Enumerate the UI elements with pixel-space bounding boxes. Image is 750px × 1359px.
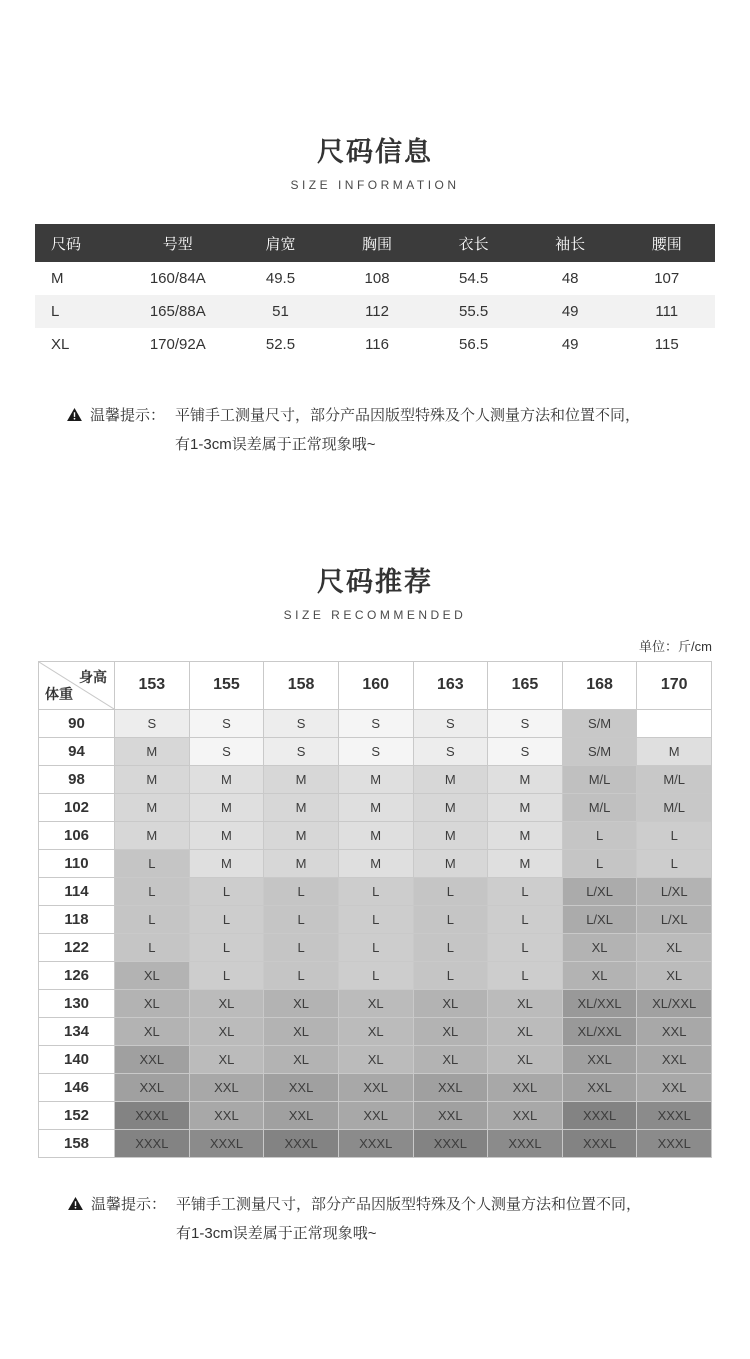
size-recommend-cell: XXXL <box>115 1101 190 1129</box>
info-table-cell: 48 <box>561 270 579 287</box>
size-recommend-cell: XXL <box>413 1073 488 1101</box>
size-recommend-cell: S/M <box>562 737 637 765</box>
size-recommend-cell: M/L <box>637 793 712 821</box>
size-recommend-cell: XL <box>189 1045 264 1073</box>
size-recommend-cell: S <box>264 737 339 765</box>
info-table-cell: 52.5 <box>265 336 296 353</box>
info-table-cell: 54.5 <box>458 270 489 287</box>
recommend-table-row <box>39 821 712 849</box>
info-table-cell: 56.5 <box>458 336 489 353</box>
info-table-cell: M <box>51 270 64 287</box>
size-recommend-cell: XL <box>413 1045 488 1073</box>
size-recommend-cell: L <box>413 905 488 933</box>
recommend-table-row <box>39 1045 712 1073</box>
weight-row-header: 118 <box>39 905 115 933</box>
size-recommend-cell: XL <box>115 1017 190 1045</box>
size-recommend-cell: S <box>115 709 190 737</box>
info-table-cell: 108 <box>364 270 390 287</box>
size-recommend-cell: S <box>338 709 413 737</box>
size-recommend-cell: L <box>338 961 413 989</box>
size-recommend-cell: XXXL <box>562 1129 637 1157</box>
weight-row-header: 152 <box>39 1101 115 1129</box>
size-recommend-cell: XXXL <box>637 1101 712 1129</box>
size-recommend-cell: L <box>413 933 488 961</box>
size-recommend-cell: M <box>413 849 488 877</box>
size-recommend-cell: L/XL <box>562 877 637 905</box>
info-column-header: 腰围 <box>618 224 715 262</box>
size-recommend-cell: S/M <box>562 709 637 737</box>
corner-height-label: 身高 <box>79 668 107 685</box>
info-table-row <box>35 328 715 361</box>
size-recommend-cell: M <box>264 821 339 849</box>
size-recommend-cell: XL <box>264 1045 339 1073</box>
size-info-title: 尺码信息 <box>317 137 433 167</box>
size-recommend-cell: XXL <box>189 1101 264 1129</box>
recommend-table-row <box>39 877 712 905</box>
size-recommend-cell: M <box>338 793 413 821</box>
size-recommend-cell: S <box>413 709 488 737</box>
size-recommend-cell: M/L <box>562 765 637 793</box>
size-recommend-cell: M <box>264 765 339 793</box>
weight-row-header: 114 <box>39 877 115 905</box>
info-table-cell: 111 <box>655 303 679 320</box>
weight-row-header: 146 <box>39 1073 115 1101</box>
notice-line1: 平铺手工测量尺寸，部分产品因版型特殊及个人测量方法和位置不同， <box>176 1195 642 1213</box>
size-recommend-cell: L <box>562 849 637 877</box>
height-column-header: 165 <box>488 661 563 709</box>
size-recommend-cell: M <box>338 849 413 877</box>
size-recommend-cell: XXL <box>413 1101 488 1129</box>
size-recommend-cell: M <box>413 821 488 849</box>
weight-row-header: 98 <box>39 765 115 793</box>
size-recommend-cell: XXL <box>115 1045 190 1073</box>
size-recommend-cell: XXL <box>338 1101 413 1129</box>
size-recommend-cell: XL <box>562 961 637 989</box>
recommend-table-row <box>39 905 712 933</box>
size-recommend-cell: S <box>488 737 563 765</box>
size-recommend-cell: L <box>488 905 563 933</box>
size-recommend-cell: L <box>413 961 488 989</box>
recommend-table-row <box>39 933 712 961</box>
size-recommend-cell: S <box>189 709 264 737</box>
size-recommend-cell: XXL <box>562 1073 637 1101</box>
size-recommend-cell: L <box>264 961 339 989</box>
height-column-header: 158 <box>264 661 339 709</box>
size-recommend-cell: XL <box>488 1045 563 1073</box>
size-recommend-cell: S <box>488 709 563 737</box>
size-recommend-cell: M <box>413 765 488 793</box>
recommend-table-row <box>39 1129 712 1157</box>
size-recommend-cell: XXL <box>562 1045 637 1073</box>
size-recommend-cell: XL <box>264 989 339 1017</box>
recommend-table-row <box>39 1101 712 1129</box>
size-recommend-cell: XL <box>115 989 190 1017</box>
size-recommend-cell: L <box>562 821 637 849</box>
size-recommend-cell: XXL <box>189 1073 264 1101</box>
warning-icon <box>67 408 82 421</box>
info-column-header: 尺码 <box>35 224 123 262</box>
size-recommend-cell: L <box>189 905 264 933</box>
size-recommend-cell: M <box>189 765 264 793</box>
info-table-cell: 49 <box>561 336 579 353</box>
size-recommend-cell: XL <box>115 961 190 989</box>
size-recommend-cell: XL/XXL <box>562 1017 637 1045</box>
info-column-header: 肩宽 <box>232 224 329 262</box>
size-recommend-cell: XXL <box>488 1073 563 1101</box>
size-recommend-cell: XXL <box>264 1073 339 1101</box>
size-recommend-title: 尺码推荐 <box>317 566 433 597</box>
warning-icon <box>68 1197 83 1210</box>
size-recommend-cell: XL <box>189 989 264 1017</box>
size-recommend-subtitle: SIZE RECOMMENDED <box>283 607 467 622</box>
size-recommend-table-body <box>39 709 712 1157</box>
notice-label: 温馨提示： <box>91 1195 167 1213</box>
size-recommend-cell: S <box>338 737 413 765</box>
unit-label: 单位：斤/cm <box>639 638 712 654</box>
size-recommend-cell: L/XL <box>637 905 712 933</box>
size-recommend-cell: L <box>115 849 190 877</box>
size-recommend-cell: L <box>338 905 413 933</box>
size-recommend-table <box>38 661 712 1158</box>
size-recommend-cell: XXL <box>637 1017 712 1045</box>
info-table-cell: 112 <box>365 303 389 320</box>
size-recommend-cell: XXL <box>338 1073 413 1101</box>
weight-row-header: 110 <box>39 849 115 877</box>
size-recommend-cell: XXL <box>115 1073 190 1101</box>
info-table-cell: 49 <box>561 303 579 320</box>
weight-row-header: 130 <box>39 989 115 1017</box>
recommend-table-row <box>39 1073 712 1101</box>
info-table-cell: 160/84A <box>149 270 206 287</box>
info-table-cell: 55.5 <box>458 303 489 320</box>
info-column-header: 号型 <box>123 224 232 262</box>
size-recommend-cell: XXL <box>488 1101 563 1129</box>
recommend-table-row <box>39 709 712 737</box>
size-recommend-cell: XXXL <box>562 1101 637 1129</box>
size-recommend-cell: L/XL <box>637 877 712 905</box>
size-recommend-cell: XXXL <box>488 1129 563 1157</box>
size-recommend-cell: L <box>637 821 712 849</box>
size-recommend-cell: XL <box>413 989 488 1017</box>
size-info-subtitle: SIZE INFORMATION <box>290 178 460 192</box>
notice-line2: 有1-3cm误差属于正常现象哦~ <box>176 1224 377 1242</box>
size-recommend-cell: XXXL <box>413 1129 488 1157</box>
size-recommend-cell: XXXL <box>189 1129 264 1157</box>
recommend-table-row <box>39 1017 712 1045</box>
size-recommend-cell: S <box>189 737 264 765</box>
size-recommend-cell: L <box>189 933 264 961</box>
size-recommend-cell: XXL <box>637 1045 712 1073</box>
size-recommend-table-head <box>39 661 712 709</box>
size-info-section <box>0 0 750 460</box>
size-recommend-cell: M <box>488 793 563 821</box>
weight-row-header: 126 <box>39 961 115 989</box>
size-recommend-cell: M <box>338 821 413 849</box>
info-table-cell: 115 <box>654 336 679 353</box>
size-info-table-head <box>35 224 715 262</box>
info-column-header: 袖长 <box>522 224 619 262</box>
size-recommend-cell: XL <box>338 1017 413 1045</box>
size-recommend-cell: M <box>115 765 190 793</box>
info-column-header: 胸围 <box>329 224 426 262</box>
size-recommend-cell: L <box>264 877 339 905</box>
measure-notice-bottom <box>38 1190 712 1249</box>
measure-notice <box>35 401 715 460</box>
size-recommend-cell: M <box>115 793 190 821</box>
recommend-table-row <box>39 793 712 821</box>
size-recommend-cell: XL <box>637 933 712 961</box>
size-recommend-cell: XL <box>338 989 413 1017</box>
size-recommend-cell: L <box>413 877 488 905</box>
size-recommend-cell: M <box>338 765 413 793</box>
size-recommend-cell: M <box>189 821 264 849</box>
weight-row-header: 102 <box>39 793 115 821</box>
notice-text <box>176 1190 712 1249</box>
size-recommend-cell: XL <box>338 1045 413 1073</box>
size-recommend-cell: XL <box>189 1017 264 1045</box>
size-recommend-cell: M <box>189 793 264 821</box>
size-recommend-cell: XL <box>637 961 712 989</box>
size-info-table-body <box>35 262 715 361</box>
height-column-header: 153 <box>115 661 190 709</box>
corner-weight-label: 体重 <box>45 685 73 702</box>
weight-row-header: 134 <box>39 1017 115 1045</box>
size-recommend-cell: XL <box>413 1017 488 1045</box>
size-recommend-cell: XL <box>264 1017 339 1045</box>
weight-row-header: 140 <box>39 1045 115 1073</box>
size-recommend-cell: M/L <box>562 793 637 821</box>
size-recommend-cell: L <box>488 933 563 961</box>
size-recommend-cell: XL <box>562 933 637 961</box>
weight-row-header: 94 <box>39 737 115 765</box>
size-recommend-cell: XL/XXL <box>562 989 637 1017</box>
size-recommend-cell: XL <box>488 989 563 1017</box>
size-info-header-row <box>35 224 715 262</box>
recommend-table-row <box>39 989 712 1017</box>
size-recommend-cell: L <box>115 933 190 961</box>
height-column-header: 160 <box>338 661 413 709</box>
info-table-cell: 107 <box>654 270 680 287</box>
recommend-table-row <box>39 737 712 765</box>
size-recommend-cell: M <box>115 821 190 849</box>
height-column-header: 168 <box>562 661 637 709</box>
info-table-cell: 116 <box>365 336 389 353</box>
info-table-cell: L <box>51 303 60 320</box>
recommend-table-row <box>39 765 712 793</box>
size-recommend-cell: L <box>637 849 712 877</box>
size-recommend-cell: XXL <box>637 1073 712 1101</box>
size-recommend-cell: M <box>264 793 339 821</box>
notice-line1: 平铺手工测量尺寸，部分产品因版型特殊及个人测量方法和位置不同， <box>175 407 641 424</box>
size-info-table <box>35 224 715 361</box>
size-recommend-cell: M <box>488 849 563 877</box>
size-recommend-cell: L <box>189 877 264 905</box>
size-recommend-cell: M <box>115 737 190 765</box>
size-recommend-cell <box>637 709 712 737</box>
size-recommend-cell: M <box>637 737 712 765</box>
size-recommend-cell: XXXL <box>338 1129 413 1157</box>
size-recommend-cell: XL/XXL <box>637 989 712 1017</box>
size-recommend-cell: L <box>338 877 413 905</box>
recommend-table-row <box>39 849 712 877</box>
size-recommend-cell: L <box>488 877 563 905</box>
height-column-header: 170 <box>637 661 712 709</box>
size-recommend-cell: L <box>338 933 413 961</box>
size-recommend-header-row <box>39 661 712 709</box>
size-recommend-section <box>0 560 750 1249</box>
size-recommend-cell: S <box>264 709 339 737</box>
height-column-header: 163 <box>413 661 488 709</box>
info-table-cell: 51 <box>272 303 289 320</box>
info-column-header: 衣长 <box>425 224 522 262</box>
weight-row-header: 90 <box>39 709 115 737</box>
info-table-cell: 49.5 <box>265 270 296 287</box>
size-recommend-cell: XXL <box>264 1101 339 1129</box>
size-recommend-cell: L/XL <box>562 905 637 933</box>
size-recommend-cell: XXXL <box>264 1129 339 1157</box>
size-recommend-cell: S <box>413 737 488 765</box>
info-table-row <box>35 262 715 295</box>
size-recommend-cell: M <box>488 765 563 793</box>
notice-label: 温馨提示： <box>90 407 166 424</box>
height-weight-corner-cell <box>39 661 115 709</box>
size-recommend-cell: L <box>189 961 264 989</box>
size-recommend-cell: XXXL <box>637 1129 712 1157</box>
height-column-header: 155 <box>189 661 264 709</box>
size-recommend-cell: M/L <box>637 765 712 793</box>
weight-row-header: 106 <box>39 821 115 849</box>
size-recommend-cell: M <box>189 849 264 877</box>
size-recommend-cell: M <box>413 793 488 821</box>
size-recommend-cell: L <box>488 961 563 989</box>
notice-line2: 有1-3cm误差属于正常现象哦~ <box>175 436 376 454</box>
size-recommend-cell: L <box>264 905 339 933</box>
weight-row-header: 158 <box>39 1129 115 1157</box>
info-table-row <box>35 295 715 328</box>
size-recommend-cell: L <box>264 933 339 961</box>
size-recommend-cell: M <box>488 821 563 849</box>
size-recommend-cell: L <box>115 905 190 933</box>
size-recommend-cell: M <box>264 849 339 877</box>
size-recommend-cell: L <box>115 877 190 905</box>
info-table-cell: XL <box>51 336 70 353</box>
recommend-table-row <box>39 961 712 989</box>
notice-text <box>175 401 715 460</box>
info-table-cell: 165/88A <box>149 303 206 320</box>
info-table-cell: 170/92A <box>149 336 206 353</box>
weight-row-header: 122 <box>39 933 115 961</box>
size-recommend-cell: XL <box>488 1017 563 1045</box>
size-recommend-cell: XXXL <box>115 1129 190 1157</box>
